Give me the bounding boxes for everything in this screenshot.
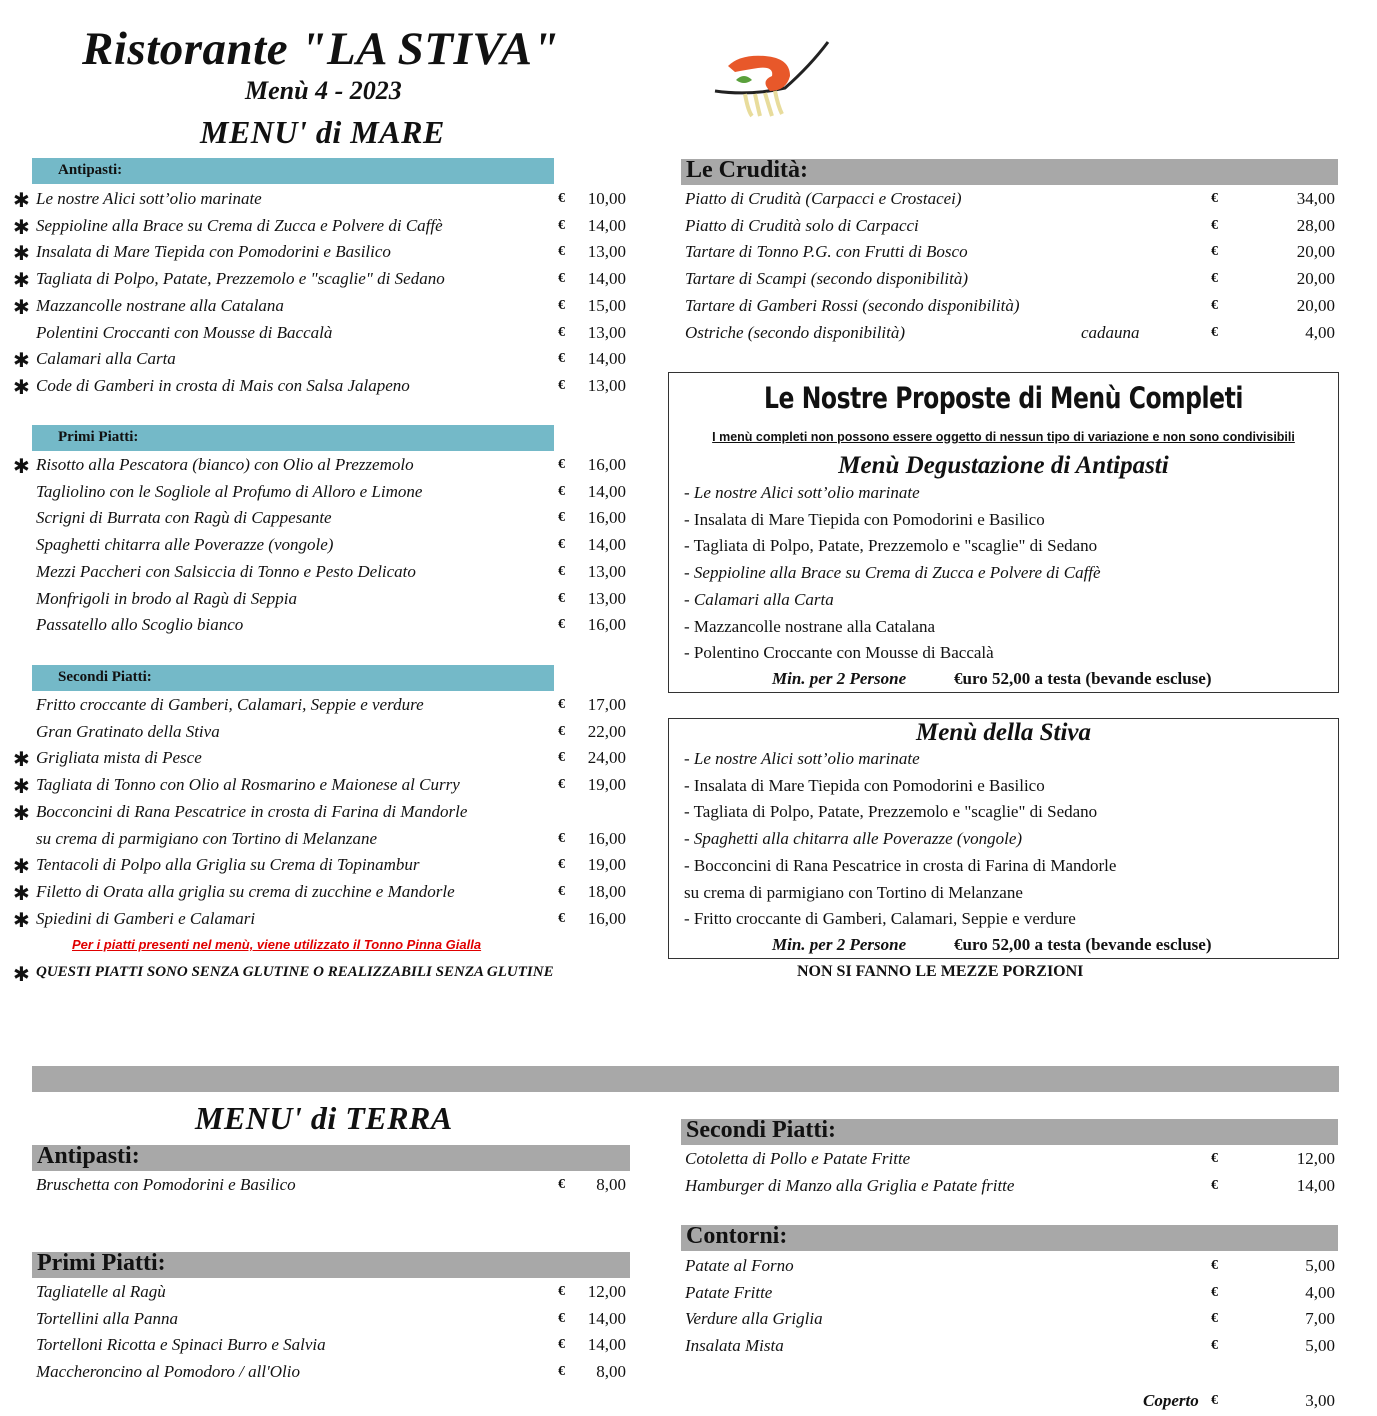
gluten-free-star-icon: ✱ xyxy=(13,854,30,879)
menu-item xyxy=(0,239,1377,266)
menu-item xyxy=(0,1359,1377,1386)
item-name: Risotto alla Pescatora (bianco) con Olio al Prezzemolo xyxy=(36,455,414,474)
currency-symbol: € xyxy=(558,883,565,899)
menu-course-line: - Le nostre Alici sott’olio marinate xyxy=(684,483,920,502)
menu-course-line: - Le nostre Alici sott’olio marinate xyxy=(684,749,920,768)
terra-antipasti-label: Antipasti: xyxy=(37,1143,140,1169)
menu-item xyxy=(0,692,1377,719)
currency-symbol: € xyxy=(1211,1284,1218,1300)
currency-symbol: € xyxy=(558,723,565,739)
currency-symbol: € xyxy=(1211,297,1218,313)
menu-course-line: - Calamari alla Carta xyxy=(684,589,834,609)
menu-course-line: - Mazzancolle nostrane alla Catalana xyxy=(684,616,936,636)
item-name: Polentini Croccanti con Mousse di Baccalà xyxy=(36,322,333,342)
terra-secondi-header xyxy=(681,1119,1338,1145)
menu-course-line: - Spaghetti alla chitarra alle Poverazze (vongole) xyxy=(684,829,1023,849)
restaurant-title: Ristorante "LA STIVA" xyxy=(82,23,560,75)
menu-item xyxy=(0,320,1377,347)
menu-item xyxy=(0,213,1377,240)
item-price: 5,00 xyxy=(1305,1336,1335,1356)
currency-symbol: € xyxy=(558,324,565,340)
item-price: 16,00 xyxy=(587,615,626,635)
item-price: 13,00 xyxy=(587,561,626,581)
item-price: 10,00 xyxy=(587,189,626,208)
mare-primi-label: Primi Piatti: xyxy=(58,429,139,445)
currency-symbol: € xyxy=(558,857,565,873)
currency-symbol: € xyxy=(558,617,565,633)
item-name: Gran Gratinato della Stiva xyxy=(36,721,220,741)
currency-symbol: € xyxy=(558,244,565,260)
menu-course-line: - Insalata di Mare Tiepida con Pomodorini e Basilico xyxy=(684,509,1045,529)
item-price: 14,00 xyxy=(587,269,626,289)
item-price: 20,00 xyxy=(1296,269,1335,289)
menu-course-line: - Tagliata di Polpo, Patate, Prezzemolo e "scaglie" di Sedano xyxy=(684,536,1098,556)
item-price: 14,00 xyxy=(587,1308,626,1328)
item-price: 28,00 xyxy=(1296,215,1335,235)
tonno-note: Per i piatti presenti nel menù, viene utilizzato il Tonno Pinna Gialla xyxy=(72,937,482,952)
item-price: 14,00 xyxy=(587,215,626,235)
mare-primi-header xyxy=(32,425,554,451)
menu-item xyxy=(0,1253,1377,1280)
item-price: 20,00 xyxy=(1296,295,1335,315)
item-name: Tortellini alla Panna xyxy=(36,1308,179,1328)
section-divider xyxy=(32,1066,1339,1092)
menu-item xyxy=(0,1333,1377,1360)
currency-symbol: € xyxy=(1211,1151,1218,1166)
menu-item xyxy=(0,346,1377,373)
item-price: 7,00 xyxy=(1305,1309,1335,1329)
menu-course-line: - Seppioline alla Brace su Crema di Zucca e Polvere di Caffè xyxy=(684,563,1101,583)
item-name: Tagliolino con le Sogliole al Profumo di Alloro e Limone xyxy=(36,481,423,501)
item-price: 8,00 xyxy=(596,1362,626,1382)
gluten-free-star-icon: ✱ xyxy=(13,348,30,373)
degustazione-title: Menù Degustazione di Antipasti xyxy=(838,452,1169,479)
item-name: Maccheroncino al Pomodoro / all'Olio xyxy=(36,1362,300,1382)
item-name: Tagliata di Tonno con Olio al Rosmarino e Maionese al Curry xyxy=(36,775,460,795)
item-price: 5,00 xyxy=(1305,1256,1335,1275)
item-name: su crema di parmigiano con Tortino di Melanzane xyxy=(36,828,378,848)
item-price: 34,00 xyxy=(1296,189,1335,208)
currency-symbol: € xyxy=(558,1364,565,1380)
gluten-free-star-icon: ✱ xyxy=(13,294,30,319)
menu-completi-title-box xyxy=(668,372,1339,426)
item-price: 16,00 xyxy=(587,508,626,528)
item-price: 12,00 xyxy=(1296,1149,1335,1168)
menu-item xyxy=(0,1306,1377,1333)
currency-symbol: € xyxy=(1211,271,1218,287)
item-price: 20,00 xyxy=(1296,242,1335,262)
item-name: Grigliata mista di Pesce xyxy=(36,748,202,768)
item-name: Spaghetti chitarra alle Poverazze (vongole) xyxy=(36,535,334,555)
no-half-portions-note: NON SI FANNO LE MEZZE PORZIONI xyxy=(797,963,1084,980)
menu-course-line: - Polentino Croccante con Mousse di Baccalà xyxy=(684,643,994,663)
currency-symbol: € xyxy=(1211,1177,1218,1193)
menu-completi-notice-box xyxy=(668,425,1339,453)
item-name: Seppioline alla Brace su Crema di Zucca e Polvere di Caffè xyxy=(36,215,443,235)
menu-course-line: - Insalata di Mare Tiepida con Pomodorini e Basilico xyxy=(684,775,1045,795)
contorni-header xyxy=(681,1225,1338,1251)
gluten-free-star-icon: ✱ xyxy=(13,774,30,799)
item-unit-note: cadauna xyxy=(1081,322,1140,342)
currency-symbol: € xyxy=(558,1177,565,1192)
crudita-label: Le Crudità: xyxy=(686,157,808,183)
currency-symbol: € xyxy=(558,830,565,846)
item-name: Tartare di Scampi (secondo disponibilità) xyxy=(685,269,969,289)
item-name: Calamari alla Carta xyxy=(36,349,176,369)
item-name: Fritto croccante di Gamberi, Calamari, Seppie e verdure xyxy=(36,695,424,714)
item-price: 17,00 xyxy=(587,695,626,714)
item-name: Piatto di Crudità (Carpacci e Crostacei) xyxy=(685,189,962,208)
menu-course-line: - Bocconcini di Rana Pescatrice in crosta di Farina di Mandorle xyxy=(684,855,1117,875)
item-name: Bocconcini di Rana Pescatrice in crosta di Farina di Mandorle xyxy=(36,801,468,821)
currency-symbol: € xyxy=(558,271,565,287)
menu-item xyxy=(0,1280,1377,1307)
currency-symbol: € xyxy=(558,351,565,367)
currency-symbol: € xyxy=(1211,217,1218,233)
item-name: Bruschetta con Pomodorini e Basilico xyxy=(36,1175,296,1194)
terra-primi-label: Primi Piatti: xyxy=(37,1250,166,1276)
currency-symbol: € xyxy=(1211,244,1218,260)
currency-symbol: € xyxy=(558,1310,565,1326)
gluten-free-star-icon: ✱ xyxy=(13,374,30,399)
item-name: Spiedini di Gamberi e Calamari xyxy=(36,908,256,928)
item-name: Cotoletta di Pollo e Patate Fritte xyxy=(685,1149,911,1168)
gluten-free-star-icon: ✱ xyxy=(13,907,30,932)
item-name: Tentacoli di Polpo alla Griglia su Crema di Topinambur xyxy=(36,855,420,875)
mare-secondi-label: Secondi Piatti: xyxy=(58,669,152,685)
item-name: Code di Gamberi in crosta di Mais con Salsa Jalapeno xyxy=(36,375,410,395)
item-name: Insalata Mista xyxy=(685,1336,784,1356)
contorni-label: Contorni: xyxy=(686,1223,788,1249)
currency-symbol: € xyxy=(1211,324,1218,340)
coperto-label: Coperto xyxy=(1143,1391,1199,1410)
item-price: 19,00 xyxy=(587,855,626,875)
item-price: 16,00 xyxy=(587,908,626,928)
item-price: 13,00 xyxy=(587,588,626,608)
item-price: 14,00 xyxy=(587,481,626,501)
stiva-min-persons: Min. per 2 Persone xyxy=(772,935,907,954)
gluten-free-star-icon: ✱ xyxy=(13,880,30,905)
item-name: Ostriche (secondo disponibilità) xyxy=(685,322,906,342)
item-price: 14,00 xyxy=(587,535,626,555)
gluten-free-star-icon: ✱ xyxy=(13,214,30,239)
item-price: 4,00 xyxy=(1305,1282,1335,1302)
item-price: 14,00 xyxy=(1296,1175,1335,1195)
item-name: Tartare di Gamberi Rossi (secondo disponibilità) xyxy=(685,295,1020,315)
mare-antipasti-label: Antipasti: xyxy=(58,162,123,178)
currency-symbol: € xyxy=(558,297,565,313)
degustazione-price: €uro 52,00 a testa (bevande escluse) xyxy=(954,669,1212,688)
currency-symbol: € xyxy=(1211,191,1218,206)
currency-symbol: € xyxy=(1211,1311,1218,1327)
item-price: 15,00 xyxy=(587,295,626,315)
item-name: Tortelloni Ricotta e Spinaci Burro e Salvia xyxy=(36,1335,326,1355)
crudita-header xyxy=(681,159,1338,185)
menu-item xyxy=(0,186,1377,213)
gluten-free-star-icon: ✱ xyxy=(13,454,30,478)
shrimp-pasta-fork-icon xyxy=(710,36,835,118)
currency-symbol: € xyxy=(558,217,565,233)
terra-section-title: MENU' di TERRA xyxy=(195,1100,453,1136)
item-name: Passatello allo Scoglio bianco xyxy=(36,615,244,635)
item-price: 19,00 xyxy=(587,775,626,795)
gluten-free-star-icon: ✱ xyxy=(13,241,30,266)
item-price: 13,00 xyxy=(587,242,626,262)
item-name: Patate al Forno xyxy=(685,1256,794,1275)
item-name: Monfrigoli in brodo al Ragù di Seppia xyxy=(36,588,297,608)
stiva-title: Menù della Stiva xyxy=(915,719,1091,746)
currency-symbol: € xyxy=(558,777,565,793)
item-name: Hamburger di Manzo alla Griglia e Patate fritte xyxy=(685,1175,1015,1195)
item-price: 14,00 xyxy=(587,1335,626,1355)
gluten-free-star-icon: ✱ xyxy=(13,800,30,825)
currency-symbol: € xyxy=(558,563,565,579)
degustazione-min-persons: Min. per 2 Persone xyxy=(772,669,907,688)
menu-item xyxy=(0,266,1377,293)
item-name: Tartare di Tonno P.G. con Frutti di Bosco xyxy=(685,242,968,262)
item-name: Scrigni di Burrata con Ragù di Cappesante xyxy=(36,508,332,528)
terra-secondi-label: Secondi Piatti: xyxy=(686,1117,836,1143)
item-price: 24,00 xyxy=(587,748,626,768)
gluten-free-note: QUESTI PIATTI SONO SENZA GLUTINE O REALIZZABILI SENZA GLUTINE xyxy=(36,964,554,980)
item-price: 22,00 xyxy=(587,721,626,741)
stiva-price: €uro 52,00 a testa (bevande escluse) xyxy=(954,935,1212,954)
item-price: 14,00 xyxy=(587,349,626,369)
item-price: 16,00 xyxy=(587,455,626,474)
currency-symbol: € xyxy=(558,377,565,393)
menu-item xyxy=(0,1173,1377,1200)
item-name: Insalata di Mare Tiepida con Pomodorini e Basilico xyxy=(36,242,391,262)
mare-section-title: MENU' di MARE xyxy=(200,114,445,150)
item-name: Mezzi Paccheri con Salsiccia di Tonno e Pesto Delicato xyxy=(36,561,416,581)
item-price: 4,00 xyxy=(1305,322,1335,342)
currency-symbol: € xyxy=(558,457,565,472)
item-name: Mazzancolle nostrane alla Catalana xyxy=(36,295,284,315)
coperto-price: 3,00 xyxy=(1305,1391,1335,1410)
item-name: Filetto di Orata alla griglia su crema di zucchine e Mandorle xyxy=(36,881,455,901)
currency-symbol: € xyxy=(558,750,565,766)
gluten-free-star-icon: ✱ xyxy=(13,188,30,212)
item-price: 16,00 xyxy=(587,828,626,848)
item-price: 12,00 xyxy=(587,1282,626,1301)
currency-symbol: € xyxy=(558,483,565,499)
item-price: 13,00 xyxy=(587,375,626,395)
item-name: Tagliatelle al Ragù xyxy=(36,1282,166,1301)
menu-completi-title: Le Nostre Proposte di Menù Completi xyxy=(764,381,1243,415)
currency-symbol: € xyxy=(558,510,565,526)
menu-course-line: - Tagliata di Polpo, Patate, Prezzemolo e "scaglie" di Sedano xyxy=(684,802,1098,822)
item-price: 8,00 xyxy=(596,1175,626,1194)
menu-item xyxy=(0,293,1377,320)
mare-antipasti-header xyxy=(32,158,554,184)
menu-item xyxy=(0,1146,1377,1173)
item-name: Le nostre Alici sott’olio marinate xyxy=(36,189,262,208)
menu-course-line: - Fritto croccante di Gamberi, Calamari, Seppie e verdure xyxy=(684,909,1076,929)
gluten-free-star-icon: ✱ xyxy=(13,962,30,986)
item-name: Tagliata di Polpo, Patate, Prezzemolo e "scaglie" di Sedano xyxy=(36,269,445,289)
currency-symbol: € xyxy=(558,1284,565,1299)
item-price: 18,00 xyxy=(587,881,626,901)
menu-edition: Menù 4 - 2023 xyxy=(245,76,402,105)
mare-secondi-header xyxy=(32,665,554,691)
menu-course-line: su crema di parmigiano con Tortino di Melanzane xyxy=(684,882,1023,902)
item-name: Verdure alla Griglia xyxy=(685,1309,823,1329)
item-price: 13,00 xyxy=(587,322,626,342)
gluten-free-star-icon: ✱ xyxy=(13,747,30,772)
item-name: Piatto di Crudità solo di Carpacci xyxy=(685,215,919,235)
currency-symbol: € xyxy=(558,191,565,206)
coperto-currency: € xyxy=(1211,1393,1218,1408)
item-name: Patate Fritte xyxy=(685,1282,773,1302)
currency-symbol: € xyxy=(558,1337,565,1353)
currency-symbol: € xyxy=(1211,1258,1218,1273)
currency-symbol: € xyxy=(558,910,565,926)
menu-completi-notice: I menù completi non possono essere oggetto di nessun tipo di variazione e non sono condivisibili xyxy=(712,430,1295,444)
currency-symbol: € xyxy=(558,590,565,606)
currency-symbol: € xyxy=(1211,1338,1218,1354)
currency-symbol: € xyxy=(558,537,565,553)
currency-symbol: € xyxy=(558,697,565,712)
gluten-free-star-icon: ✱ xyxy=(13,268,30,293)
